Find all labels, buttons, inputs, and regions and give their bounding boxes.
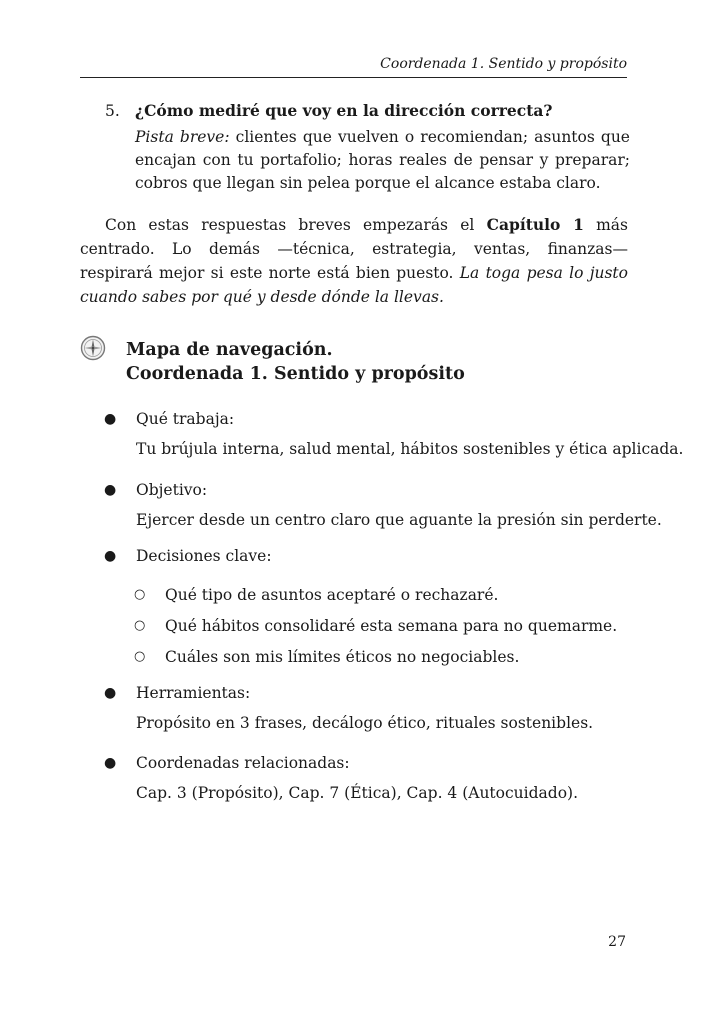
item-label: Coordenadas relacionadas: bbox=[136, 754, 350, 772]
item-label: Decisiones clave: bbox=[136, 547, 272, 565]
hint-text: clientes que vuelven o recomiendan; asuntos que encajan con tu portafolio; horas reales de pensar y preparar; cobros que llegan sin pelea porque el alcance estaba claro. bbox=[135, 128, 630, 192]
list-item bbox=[104, 682, 250, 704]
compass-icon bbox=[80, 335, 106, 361]
item-label: Objetivo: bbox=[136, 481, 208, 499]
sub-item-text: Cuáles son mis límites éticos no negociables. bbox=[165, 648, 520, 666]
list-item bbox=[104, 545, 272, 567]
bullet-icon: ● bbox=[104, 548, 117, 564]
nav-map-title bbox=[126, 338, 465, 386]
body-paragraph bbox=[80, 213, 628, 309]
paragraph-part2: más centrado. Lo demás —técnica, estrategia, ventas, finanzas— respirará mejor si este norte está bien puesto. bbox=[80, 216, 628, 282]
question-number: 5. bbox=[105, 102, 120, 120]
nav-title-line2: Coordenada 1. Sentido y propósito bbox=[126, 364, 465, 384]
bullet-icon: ● bbox=[104, 685, 117, 701]
sub-item-text: Qué hábitos consolidaré esta semana para no quemarme. bbox=[165, 617, 618, 635]
bullet-icon: ● bbox=[104, 482, 117, 498]
question-text: ¿Cómo mediré que voy en la dirección correcta? bbox=[135, 101, 553, 120]
paragraph-italic: La toga pesa lo justo cuando sabes por qué y desde dónde la llevas. bbox=[80, 264, 628, 306]
circle-bullet-icon: ○ bbox=[134, 587, 146, 602]
item-label: Herramientas: bbox=[136, 684, 251, 702]
sub-item bbox=[134, 615, 617, 637]
hint-lead: Pista breve: bbox=[135, 128, 230, 146]
sub-item bbox=[134, 584, 498, 606]
nav-title-line1: Mapa de navegación. bbox=[126, 340, 333, 360]
list-item bbox=[104, 752, 350, 774]
item-detail: Cap. 3 (Propósito), Cap. 7 (Ética), Cap. 4 (Autocuidado). bbox=[136, 784, 579, 802]
paragraph-bold: Capítulo 1 bbox=[486, 215, 584, 234]
circle-bullet-icon: ○ bbox=[134, 618, 146, 633]
question-block bbox=[105, 100, 630, 195]
bullet-icon: ● bbox=[104, 755, 117, 771]
list-item bbox=[104, 479, 207, 501]
question-hint bbox=[135, 126, 630, 195]
item-detail: Propósito en 3 frases, decálogo ético, rituales sostenibles. bbox=[136, 714, 594, 732]
list-item bbox=[104, 408, 234, 430]
item-label: Qué trabaja: bbox=[136, 410, 235, 428]
page-number: 27 bbox=[608, 934, 626, 950]
circle-bullet-icon: ○ bbox=[134, 649, 146, 664]
item-detail: Tu brújula interna, salud mental, hábitos sostenibles y ética aplicada. bbox=[136, 440, 684, 458]
bullet-icon: ● bbox=[104, 411, 117, 427]
header-rule bbox=[80, 77, 627, 78]
item-detail: Ejercer desde un centro claro que aguante la presión sin perderte. bbox=[136, 511, 662, 529]
running-head: Coordenada 1. Sentido y propósito bbox=[380, 56, 627, 72]
paragraph-part1: Con estas respuestas breves empezarás el bbox=[105, 216, 487, 234]
sub-item-text: Qué tipo de asuntos aceptaré o rechazaré. bbox=[165, 586, 499, 604]
sub-item bbox=[134, 646, 519, 668]
question-line bbox=[105, 100, 630, 122]
